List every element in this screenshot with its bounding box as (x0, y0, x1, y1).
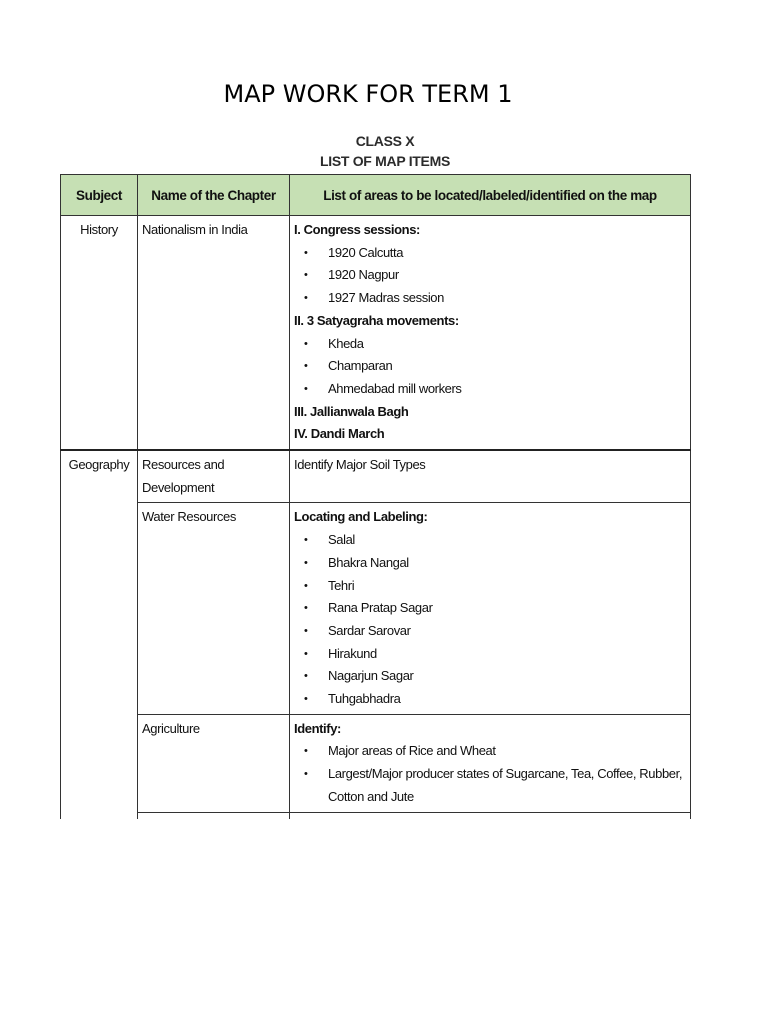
areas-resources: Identify Major Soil Types (290, 450, 691, 503)
cut-cell (138, 812, 290, 819)
water-heading: Locating and Labeling: (294, 509, 428, 525)
list-item: • Major areas of Rice and Wheat (328, 740, 686, 763)
list-item: • Bhakra Nangal (328, 552, 686, 575)
history-heading-4: IV. Dandi March (294, 426, 385, 442)
list-item: • Largest/Major producer states of Sugarcane, Tea, Coffee, Rubber, Cotton and Jute (328, 763, 686, 808)
agriculture-heading: Identify: (294, 720, 341, 736)
list-item: • Hirakund (328, 643, 686, 666)
chapter-nationalism: Nationalism in India (138, 216, 290, 451)
subject-geography: Geography (61, 450, 138, 503)
agriculture-list (294, 740, 686, 808)
list-item: • 1920 Nagpur (328, 264, 686, 287)
list-item: • Nagarjun Sagar (328, 665, 686, 688)
list-item: • Tuhgabhadra (328, 688, 686, 711)
class-label: CLASS X (355, 133, 415, 149)
chapter-resources: Resources and Development (138, 450, 290, 503)
list-item: • Champaran (328, 355, 686, 378)
list-label: LIST OF MAP ITEMS (320, 153, 450, 169)
satyagraha-list (294, 333, 686, 401)
table-row-resources (61, 450, 691, 503)
list-item: • Sardar Sarovar (328, 620, 686, 643)
dams-list (294, 529, 686, 711)
table-row-history (61, 216, 691, 451)
subject-continued (61, 714, 138, 812)
chapter-water: Water Resources (138, 503, 290, 714)
cut-cell (61, 812, 138, 819)
list-item: • Rana Pratap Sagar (328, 597, 686, 620)
table-row-cut-off (61, 812, 691, 819)
list-item: • 1927 Madras session (328, 287, 686, 310)
areas-agriculture (290, 714, 691, 812)
list-item: • Salal (328, 529, 686, 552)
header-subject: Subject (61, 175, 138, 216)
list-item: • Tehri (328, 575, 686, 598)
list-item: • Ahmedabad mill workers (328, 378, 686, 401)
table-row-water (61, 503, 691, 714)
cut-cell (290, 812, 691, 819)
history-heading-1: I. Congress sessions: (294, 222, 420, 237)
table-row-agriculture (61, 714, 691, 812)
congress-sessions-list (294, 242, 686, 310)
history-heading-3: III. Jallianwala Bagh (294, 403, 409, 419)
areas-water (290, 503, 691, 714)
map-items-table-frame (60, 174, 690, 804)
header-areas: List of areas to be located/labeled/identified on the map (290, 175, 691, 216)
table-header-row (61, 175, 691, 216)
subject-continued (61, 503, 138, 714)
map-items-table (60, 174, 691, 819)
header-chapter: Name of the Chapter (138, 175, 290, 216)
chapter-agriculture: Agriculture (138, 714, 290, 812)
subject-history: History (61, 216, 138, 451)
list-item: • 1920 Calcutta (328, 242, 686, 265)
page-title: MAP WORK FOR TERM 1 (223, 80, 513, 108)
areas-history (290, 216, 691, 451)
list-item: • Kheda (328, 333, 686, 356)
history-heading-2: II. 3 Satyagraha movements: (294, 312, 459, 328)
